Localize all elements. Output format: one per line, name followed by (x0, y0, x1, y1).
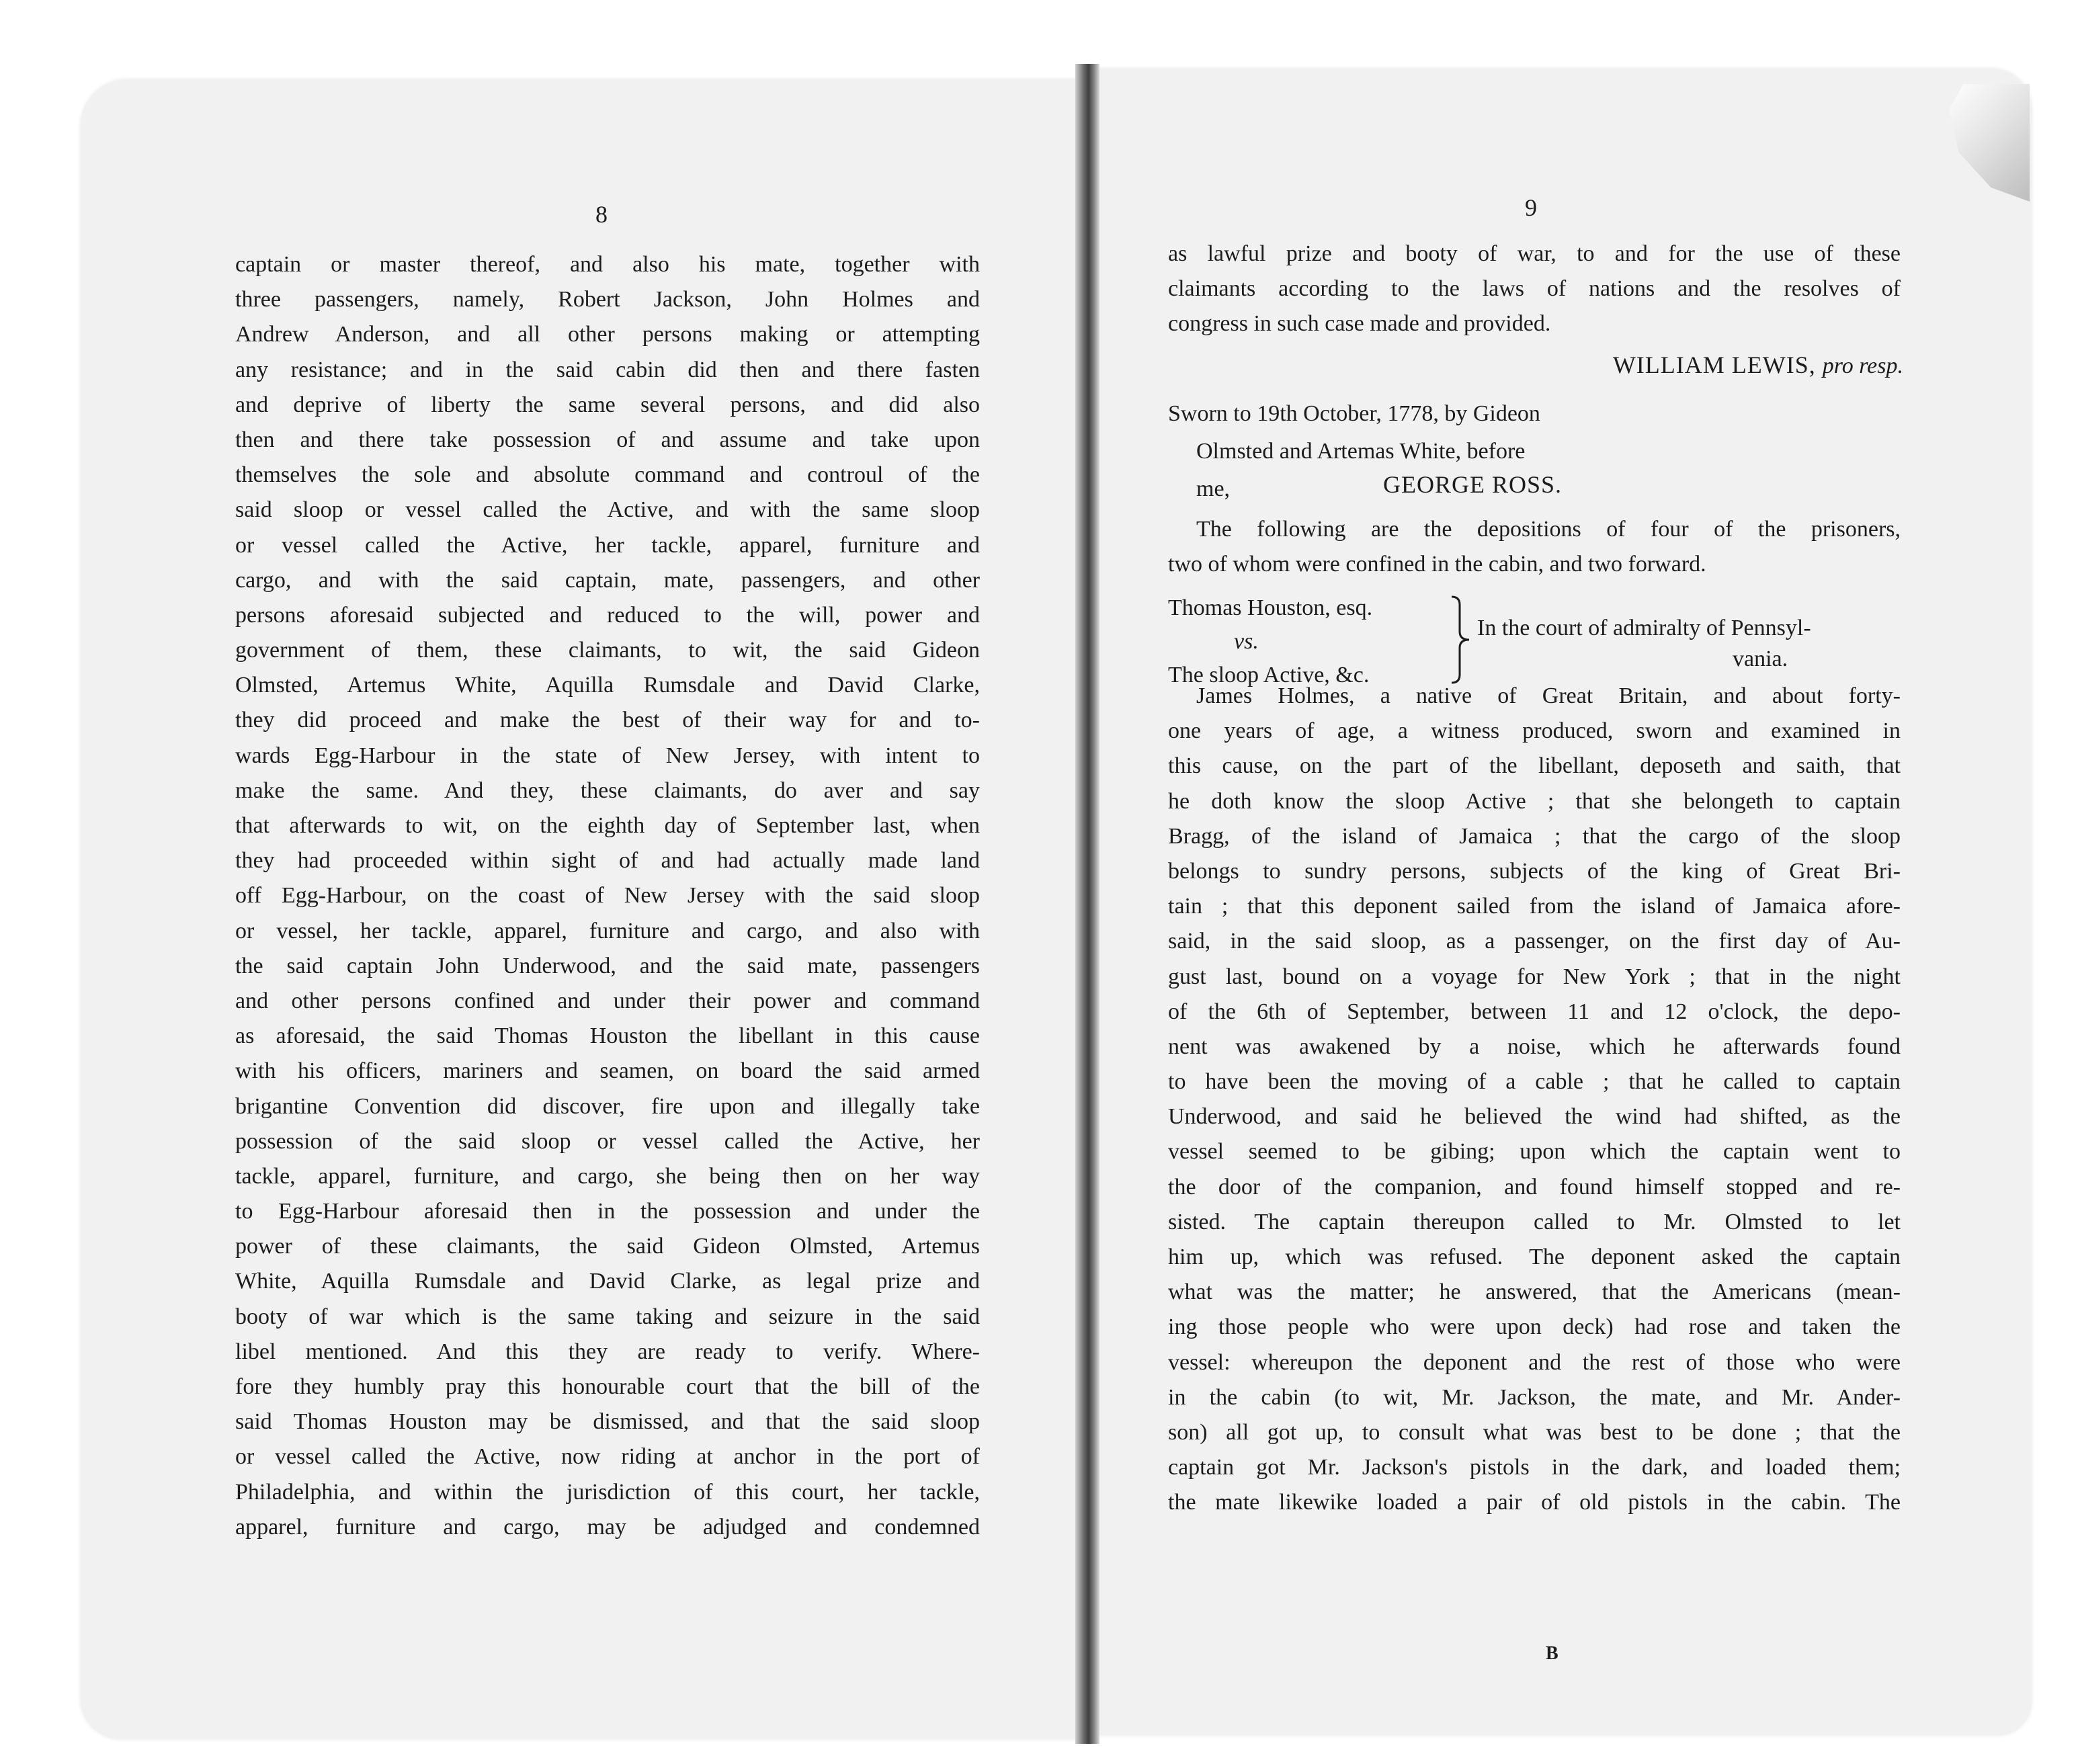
text-line: Underwood, and said he believed the wind had shifted, as the (1168, 1104, 1901, 1130)
text-line: Philadelphia, and within the jurisdiction of this court, her tackle, (235, 1479, 980, 1505)
text-line: the mate likewike loaded a pair of old pistols in the cabin. The (1168, 1490, 1901, 1515)
text-line: to have been the moving of a cable ; that he called to captain (1168, 1069, 1901, 1095)
text-line: libel mentioned. And this they are ready to verify. Where- (235, 1339, 980, 1364)
text-line: the door of the companion, and found himself stopped and re- (1168, 1174, 1901, 1200)
text-line: themselves the sole and absolute command and controul of the (235, 462, 980, 488)
text-line: and deprive of liberty the same several persons, and did also (235, 392, 980, 417)
case-parties (1168, 591, 1444, 692)
text-line: one years of age, a witness produced, sworn and examined in (1168, 718, 1901, 744)
sworn-line: Sworn to 19th October, 1778, by Gideon (1168, 401, 1540, 426)
court-name (1477, 613, 1907, 675)
text-line: ing those people who were upon deck) had rose and taken the (1168, 1314, 1901, 1340)
sworn-official: GEORGE ROSS. (1383, 471, 1563, 498)
text-line: tackle, apparel, furniture, and cargo, she being then on her way (235, 1163, 980, 1189)
text-line: tain ; that this deponent sailed from the island of Jamaica afore- (1168, 894, 1901, 919)
court-line: In the court of admiralty of Pennsyl- (1477, 616, 1811, 640)
text-line: wards Egg-Harbour in the state of New Jersey, with intent to (235, 743, 980, 768)
curly-brace-icon (1449, 595, 1472, 684)
sworn-line: Olmsted and Artemas White, before (1196, 439, 1526, 464)
sworn-line: me, (1196, 476, 1231, 501)
text-line: nent was awakened by a noise, which he afterwards found (1168, 1034, 1901, 1059)
text-line: belongs to sundry persons, subjects of the king of Great Bri- (1168, 858, 1901, 884)
case-caption (1168, 591, 1907, 692)
text-line: then and there take possession of and assume and take upon (235, 427, 980, 452)
text-line: make the same. And they, these claimants, do aver and say (235, 778, 980, 803)
text-line: apparel, furniture and cargo, may be adjudged and condemned (235, 1514, 980, 1540)
text-line: what was the matter; he answered, that the Americans (mean- (1168, 1279, 1901, 1305)
text-line: said, in the said sloop, as a passenger, on the first day of Au- (1168, 929, 1901, 954)
text-line: gust last, bound on a voyage for New York ; that in the night (1168, 964, 1901, 989)
text-line: three passengers, namely, Robert Jackson, John Holmes and (235, 287, 980, 312)
text-line: or vessel, her tackle, apparel, furniture and cargo, and also with (235, 918, 980, 943)
text-line: vessel: whereupon the deponent and the rest of those who were (1168, 1349, 1901, 1375)
text-line: him up, which was refused. The deponent asked the captain (1168, 1245, 1901, 1269)
text-line: off Egg-Harbour, on the coast of New Jersey with the said sloop (235, 883, 980, 909)
text-line: government of them, these claimants, to wit, the said Gideon (235, 638, 980, 663)
text-line: captain got Mr. Jackson's pistols in the dark, and loaded them; (1168, 1455, 1901, 1480)
text-line: or vessel called the Active, now riding at anchor in the port of (235, 1444, 980, 1470)
text-line: they did proceed and make the best of their way for and to- (235, 708, 980, 733)
attorney-signature (1493, 351, 1903, 379)
case-versus: vs. (1234, 629, 1259, 654)
text-line: Olmsted, Artemus White, Aquilla Rumsdale and David Clarke, (235, 673, 980, 698)
case-plaintiff: Thomas Houston, esq. (1168, 595, 1373, 620)
text-line: said sloop or vessel called the Active, and with the same sloop (235, 497, 980, 523)
text-line: or vessel called the Active, her tackle, apparel, furniture and (235, 532, 980, 558)
text-line: vessel seemed to be gibing; upon which the captain went to (1168, 1139, 1901, 1165)
signature-mark: B (1546, 1643, 1558, 1664)
deposition-body (1168, 679, 1901, 1521)
book-gutter (1075, 64, 1099, 1744)
text-line: as aforesaid, the said Thomas Houston the libellant in this cause (235, 1023, 980, 1049)
text-line: captain or master thereof, and also his mate, together with (235, 252, 980, 277)
text-line: Bragg, of the island of Jamaica ; that the cargo of the sloop (1168, 823, 1901, 849)
text-line: persons aforesaid subjected and reduced to the will, power and (235, 602, 980, 628)
text-line: in the cabin (to wit, Mr. Jackson, the mate, and Mr. Ander- (1168, 1384, 1901, 1410)
text-line: said Thomas Houston may be dismissed, and that the said sloop (235, 1409, 980, 1435)
text-line: Andrew Anderson, and all other persons making or attempting (235, 322, 980, 347)
text-line: The following are the depositions of four of the prisoners, (1196, 517, 1901, 542)
text-line: this cause, on the part of the libellant, deposeth and saith, that (1168, 753, 1901, 779)
depositions-intro (1168, 512, 1901, 582)
right-page-opening (1168, 237, 1901, 342)
text-line: fore they humbly pray this honourable court that the bill of the (235, 1374, 980, 1399)
text-line: any resistance; and in the said cabin did then and there fasten (235, 357, 980, 382)
text-line: they had proceeded within sight of and had actually made land (235, 848, 980, 874)
text-line: of the 6th of September, between 11 and 12 o'clock, the depo- (1168, 999, 1901, 1024)
text-line: James Holmes, a native of Great Britain, and about forty- (1196, 683, 1901, 708)
text-line: and other persons confined and under their power and command (235, 988, 980, 1013)
text-line: with his officers, mariners and seamen, on board the said armed (235, 1058, 980, 1084)
text-line: son) all got up, to consult what was best to be done ; that the (1168, 1419, 1901, 1445)
text-line: two of whom were confined in the cabin, and two forward. (1168, 552, 1706, 577)
text-line: booty of war which is the same taking and seizure in the said (235, 1304, 980, 1329)
right-page-number: 9 (1525, 194, 1537, 221)
text-line: to Egg-Harbour aforesaid then in the possession and under the (235, 1199, 980, 1224)
court-line: vania. (1733, 646, 1788, 671)
signature-name: WILLIAM LEWIS, (1612, 351, 1816, 378)
left-page-body (235, 247, 980, 1545)
case-defendant: The sloop Active, &c. (1168, 663, 1370, 687)
text-line: cargo, and with the said captain, mate, passengers, and other (235, 567, 980, 593)
text-line: he doth know the sloop Active ; that she belongeth to captain (1168, 788, 1901, 814)
text-line: brigantine Convention did discover, fire upon and illegally take (235, 1093, 980, 1119)
text-line: that afterwards to wit, on the eighth day of September last, when (235, 813, 980, 838)
text-line: sisted. The captain thereupon called to Mr. Olmsted to let (1168, 1209, 1901, 1234)
text-line: possession of the said sloop or vessel called the Active, her (235, 1128, 980, 1154)
text-line: power of these claimants, the said Gideon Olmsted, Artemus (235, 1234, 980, 1259)
text-line: claimants according to the laws of nations and the resolves of (1168, 276, 1901, 302)
signature-role: pro resp. (1822, 353, 1903, 378)
left-page-number: 8 (595, 201, 608, 228)
text-line: White, Aquilla Rumsdale and David Clarke, as legal prize and (235, 1269, 980, 1294)
text-line: the said captain John Underwood, and the said mate, passengers (235, 953, 980, 978)
text-line: as lawful prize and booty of war, to and for the use of these (1168, 241, 1901, 266)
text-line: congress in such case made and provided. (1168, 311, 1551, 337)
